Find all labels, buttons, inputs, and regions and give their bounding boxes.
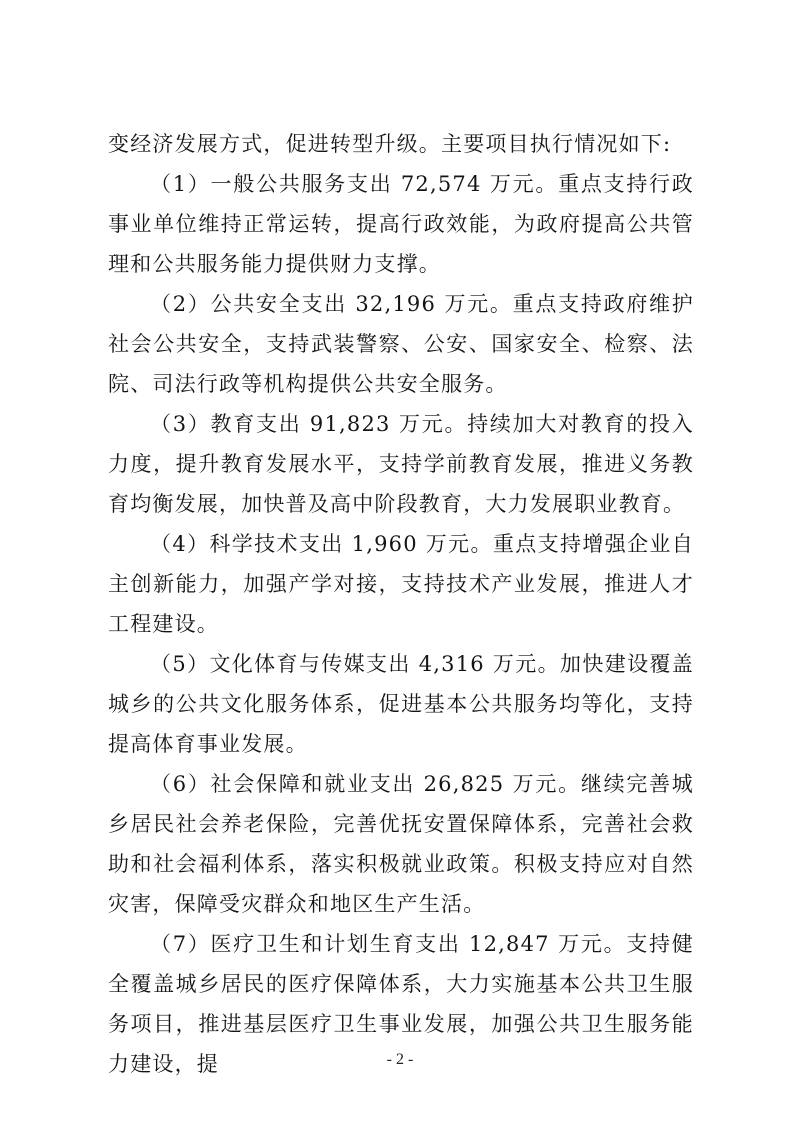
paragraph-public-security: （2）公共安全支出 32,196 万元。重点支持政府维护社会公共安全，支持武装警察、公安、国家安全、检察、法院、司法行政等机构提供公共安全服务。 <box>108 292 694 396</box>
paragraph-general-public-services: （1）一般公共服务支出 72,574 万元。重点支持行政事业单位维持正常运转，提高行政效能，为政府提高公共管理和公共服务能力提供财力支撑。 <box>108 172 694 276</box>
paragraph-intro: 变经济发展方式，促进转型升级。主要项目执行情况如下: <box>108 132 672 156</box>
paragraph-culture-sports-media: （5）文化体育与传媒支出 4,316 万元。加快建设覆盖城乡的公共文化服务体系，促进基本公共服务均等化，支持提高体育事业发展。 <box>108 652 694 756</box>
body-text <box>108 124 694 1084</box>
paragraph-science-technology: （4）科学技术支出 1,960 万元。重点支持增强企业自主创新能力，加强产学对接，支持技术产业发展，推进人才工程建设。 <box>108 532 694 636</box>
paragraph-health-family-planning: （7）医疗卫生和计划生育支出 12,847 万元。支持健全覆盖城乡居民的医疗保障体系，大力实施基本公共卫生服务项目，推进基层医疗卫生事业发展，加强公共卫生服务能力建设，提 <box>108 932 694 1076</box>
paragraph-social-security-employment: （6）社会保障和就业支出 26,825 万元。继续完善城乡居民社会养老保险，完善优抚安置保障体系，完善社会救助和社会福利体系，落实积极就业政策。积极支持应对自然灾害，保障受灾群众和地区生产生活。 <box>108 772 694 916</box>
paragraph-education: （3）教育支出 91,823 万元。持续加大对教育的投入力度，提升教育发展水平，支持学前教育发展，推进义务教育均衡发展，加快普及高中阶段教育，大力发展职业教育。 <box>108 412 694 516</box>
page-number: - 2 - <box>386 1051 414 1068</box>
